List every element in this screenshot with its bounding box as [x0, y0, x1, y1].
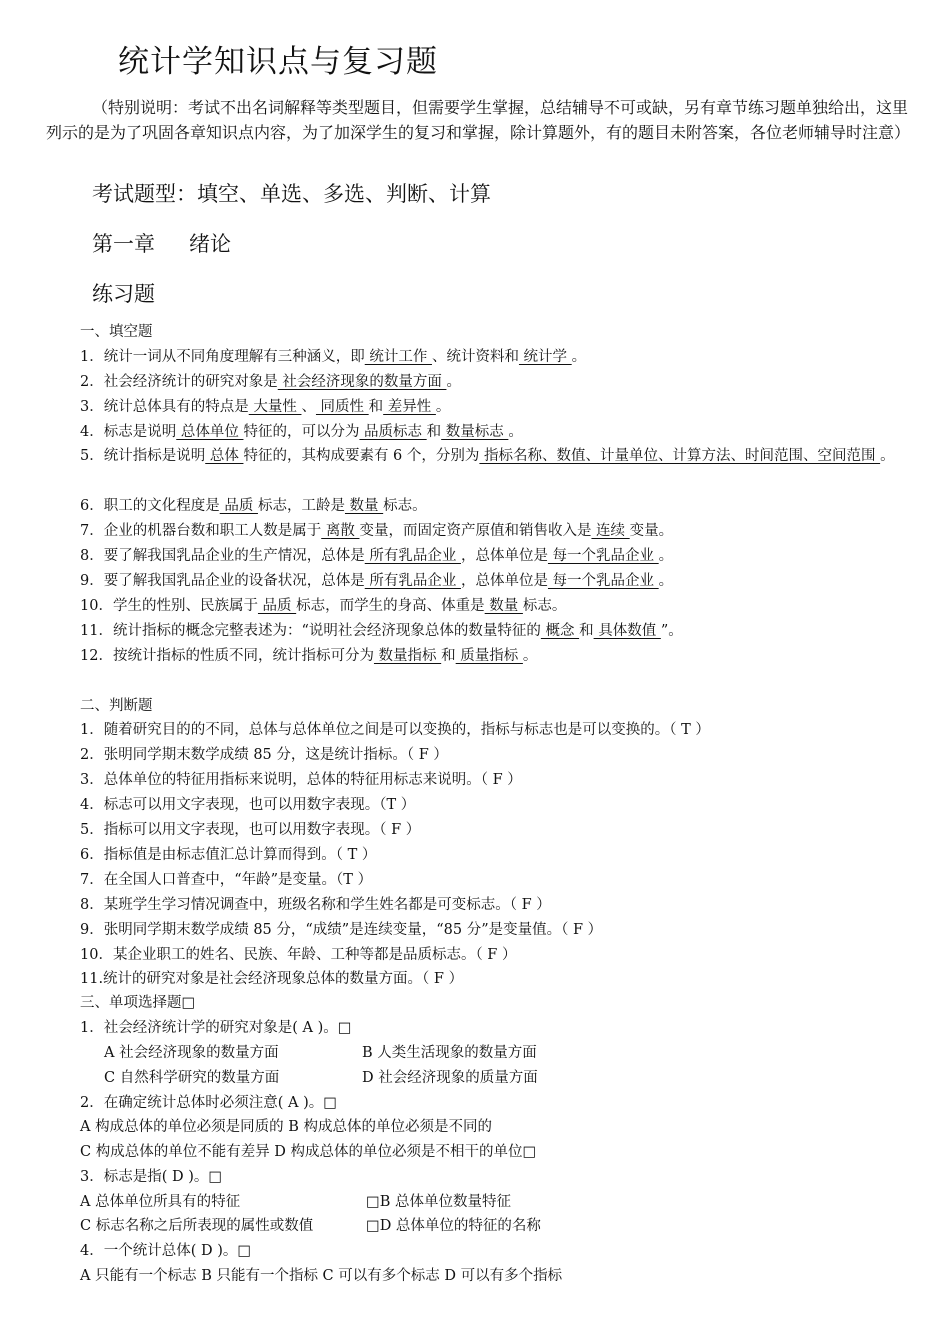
answer-blank: 每一个乳品企业: [547, 548, 659, 564]
judge-item: 8．某班学生学习情况调查中，班级名称和学生姓名都是可变标志。（ F ）: [80, 897, 551, 913]
judge-item: 6．指标值是由标志值汇总计算而得到。（ T ）: [80, 847, 377, 863]
answer-blank: 数量标志: [441, 424, 509, 440]
answer-blank: 数量: [484, 598, 523, 614]
single-question-3-options-row: [80, 1216, 541, 1236]
question-text: 。: [435, 399, 451, 415]
question-text: 、统计资料和: [431, 349, 519, 365]
answer-blank: 数量指标: [373, 648, 442, 664]
question-text: 特征的，其构成要素有 6 个，分别为: [243, 448, 480, 464]
fill-question-10: [80, 596, 566, 616]
question-text: 变量。: [629, 523, 674, 539]
answer-blank: 总体单位: [176, 424, 244, 440]
fill-question-6: [80, 496, 427, 516]
single-question-1-options-row: [104, 1068, 538, 1088]
single-question-4-stem: 4．一个统计总体( D )。□: [80, 1243, 252, 1259]
question-text: 8．要了解我国乳品企业的生产情况，总体是: [80, 548, 365, 564]
option-a: A 社会经济现象的数量方面: [104, 1045, 279, 1061]
judge-item: 7．在全国人口普查中，“年龄”是变量。（T ）: [80, 872, 373, 888]
option-b: □B 总体单位数量特征: [366, 1194, 511, 1210]
fill-question-1: [80, 347, 586, 367]
single-question-2-options-line: C 构成总体的单位不能有差异 D 构成总体的单位必须是不相干的单位□: [80, 1144, 537, 1160]
fill-question-5: [46, 444, 910, 468]
single-question-3-options-row: [80, 1192, 511, 1212]
question-text: 11．统计指标的概念完整表述为：“说明社会经济现象总体的数量特征的: [80, 623, 541, 639]
judge-item: 11.统计的研究对象是社会经济现象总体的数量方面。（ F ）: [80, 971, 464, 987]
answer-blank: 指标名称、数值、计量单位、计算方法、时间范围、空间范围: [479, 448, 881, 464]
answer-blank: 具体数值: [593, 623, 661, 639]
answer-blank: 差异性: [383, 399, 436, 415]
question-text: 。: [522, 648, 538, 664]
question-text: 标志。: [522, 598, 567, 614]
fill-question-12: [80, 646, 537, 666]
answer-blank: 数量: [344, 498, 384, 514]
answer-blank: 总体: [205, 448, 244, 464]
question-text: 5．统计指标是说明: [80, 448, 206, 464]
question-text: 。: [446, 374, 461, 390]
option-c: C 标志名称之后所表现的属性或数值: [80, 1218, 314, 1234]
option-d: D 社会经济现象的质量方面: [362, 1070, 538, 1086]
option-d: □D 总体单位的特征的名称: [366, 1218, 541, 1234]
question-text: 和: [368, 399, 384, 415]
answer-blank: 离散: [321, 523, 360, 539]
fill-question-8: [80, 546, 673, 566]
judge-item: 10．某企业职工的姓名、民族、年龄、工种等都是品质标志。（ F ）: [80, 947, 517, 963]
option-a: A 总体单位所具有的特征: [80, 1194, 241, 1210]
practice-heading: 练习题: [92, 282, 155, 306]
answer-blank: 品质: [219, 498, 258, 514]
answer-blank: 概念: [540, 623, 580, 639]
single-question-2-options-line: A 构成总体的单位必须是同质的 B 构成总体的单位必须是不同的: [80, 1119, 492, 1135]
question-text: ，总体单位是: [460, 573, 548, 589]
question-text: 6．职工的文化程度是: [80, 498, 220, 514]
judge-item: 3．总体单位的特征用指标来说明，总体的特征用标志来说明。（ F ）: [80, 772, 522, 788]
answer-blank: 大量性: [248, 399, 302, 415]
question-text: 和: [426, 424, 442, 440]
fill-question-4: [80, 422, 523, 442]
option-c: C 自然科学研究的数量方面: [104, 1070, 280, 1086]
single-question-4-options: A 只能有一个标志 B 只能有一个指标 C 可以有多个标志 D 可以有多个指标: [80, 1268, 563, 1284]
option-b: B 人类生活现象的数量方面: [362, 1045, 537, 1061]
answer-blank: 统计学: [518, 349, 572, 365]
document-title: 统计学知识点与复习题: [118, 44, 438, 80]
single-choice-heading: 三、单项选择题□: [80, 995, 196, 1011]
question-text: 7．企业的机器台数和职工人数是属于: [80, 523, 322, 539]
judge-heading: 二、判断题: [80, 698, 153, 714]
question-text: 。: [658, 573, 674, 589]
fill-question-2: [80, 372, 461, 392]
intro-note: （特别说明：考试不出名词解释等类型题目，但需要学生掌握，总结辅导不可或缺，另有章节练习题单独给出，这里列示的是为了巩固各章知识点内容，为了加深学生的复习和掌握，除计算题外，有的题目未附答案，各位老师辅导时注意）: [46, 98, 911, 142]
judge-item: 2．张明同学期末数学成绩 85 分，这是统计指标。（ F ）: [80, 747, 448, 763]
fill-heading: 一、填空题: [80, 324, 153, 340]
question-text: 变量，而固定资产原值和销售收入是: [359, 523, 592, 539]
question-text: 、: [301, 399, 316, 415]
question-text: 9．要了解我国乳品企业的设备状况，总体是: [80, 573, 365, 589]
question-text: 10．学生的性别、民族属于: [80, 598, 258, 614]
answer-blank: 质量指标: [455, 648, 523, 664]
question-text: 3．统计总体具有的特点是: [80, 399, 249, 415]
question-text: 和: [441, 648, 456, 664]
question-text: 1．统计一词从不同角度理解有三种涵义，即: [80, 349, 365, 365]
answer-blank: 统计工作: [364, 349, 432, 365]
fill-question-9: [80, 571, 673, 591]
answer-blank: 品质标志: [359, 424, 427, 440]
answer-blank: 同质性: [315, 399, 369, 415]
judge-item: 9．张明同学期末数学成绩 85 分，“成绩”是连续变量，“85 分”是变量值。（ F ）: [80, 922, 603, 938]
single-question-1-stem: 1．社会经济统计学的研究对象是( A )。□: [80, 1020, 352, 1036]
chapter-heading: [92, 228, 231, 258]
judge-item: 5．指标可以用文字表现，也可以用数字表现。（ F ）: [80, 822, 421, 838]
answer-blank: 每一个乳品企业: [547, 573, 659, 589]
exam-types: 考试题型：填空、单选、多选、判断、计算: [92, 182, 491, 206]
question-text: 标志。: [383, 498, 427, 514]
question-text: 2．社会经济统计的研究对象是: [80, 374, 278, 390]
answer-blank: 所有乳品企业: [364, 548, 461, 564]
judge-item: 4．标志可以用文字表现，也可以用数字表现。（T ）: [80, 797, 416, 813]
question-text: 。: [658, 548, 674, 564]
answer-blank: 品质: [257, 598, 297, 614]
answer-blank: 所有乳品企业: [364, 573, 461, 589]
answer-blank: 社会经济现象的数量方面: [277, 374, 447, 390]
question-text: 12．按统计指标的性质不同，统计指标可分为: [80, 648, 374, 664]
question-text: 。: [880, 448, 895, 464]
question-text: 和: [579, 623, 594, 639]
fill-question-11: [80, 621, 683, 641]
question-text: ，总体单位是: [460, 548, 548, 564]
question-text: 特征的，可以分为: [243, 424, 360, 440]
question-text: 4．标志是说明: [80, 424, 177, 440]
single-question-1-options-row: [104, 1043, 537, 1063]
fill-question-3: [80, 397, 450, 417]
answer-blank: 连续: [591, 523, 630, 539]
chapter-name: 绪论: [189, 232, 231, 256]
single-question-3-stem: 3．标志是指( D )。□: [80, 1169, 223, 1185]
single-question-2-stem: 2．在确定统计总体时必须注意( A )。□: [80, 1095, 337, 1111]
question-text: ”。: [660, 623, 683, 639]
question-text: 。: [571, 349, 587, 365]
judge-item: 1．随着研究目的的不同，总体与总体单位之间是可以变换的，指标与标志也是可以变换的。（ T ）: [80, 722, 710, 738]
chapter-number: 第一章: [92, 232, 155, 256]
fill-question-7: [80, 521, 673, 541]
question-text: 标志，而学生的身高、体重是: [296, 598, 485, 614]
question-text: 。: [508, 424, 523, 440]
question-text: 标志，工龄是: [257, 498, 345, 514]
